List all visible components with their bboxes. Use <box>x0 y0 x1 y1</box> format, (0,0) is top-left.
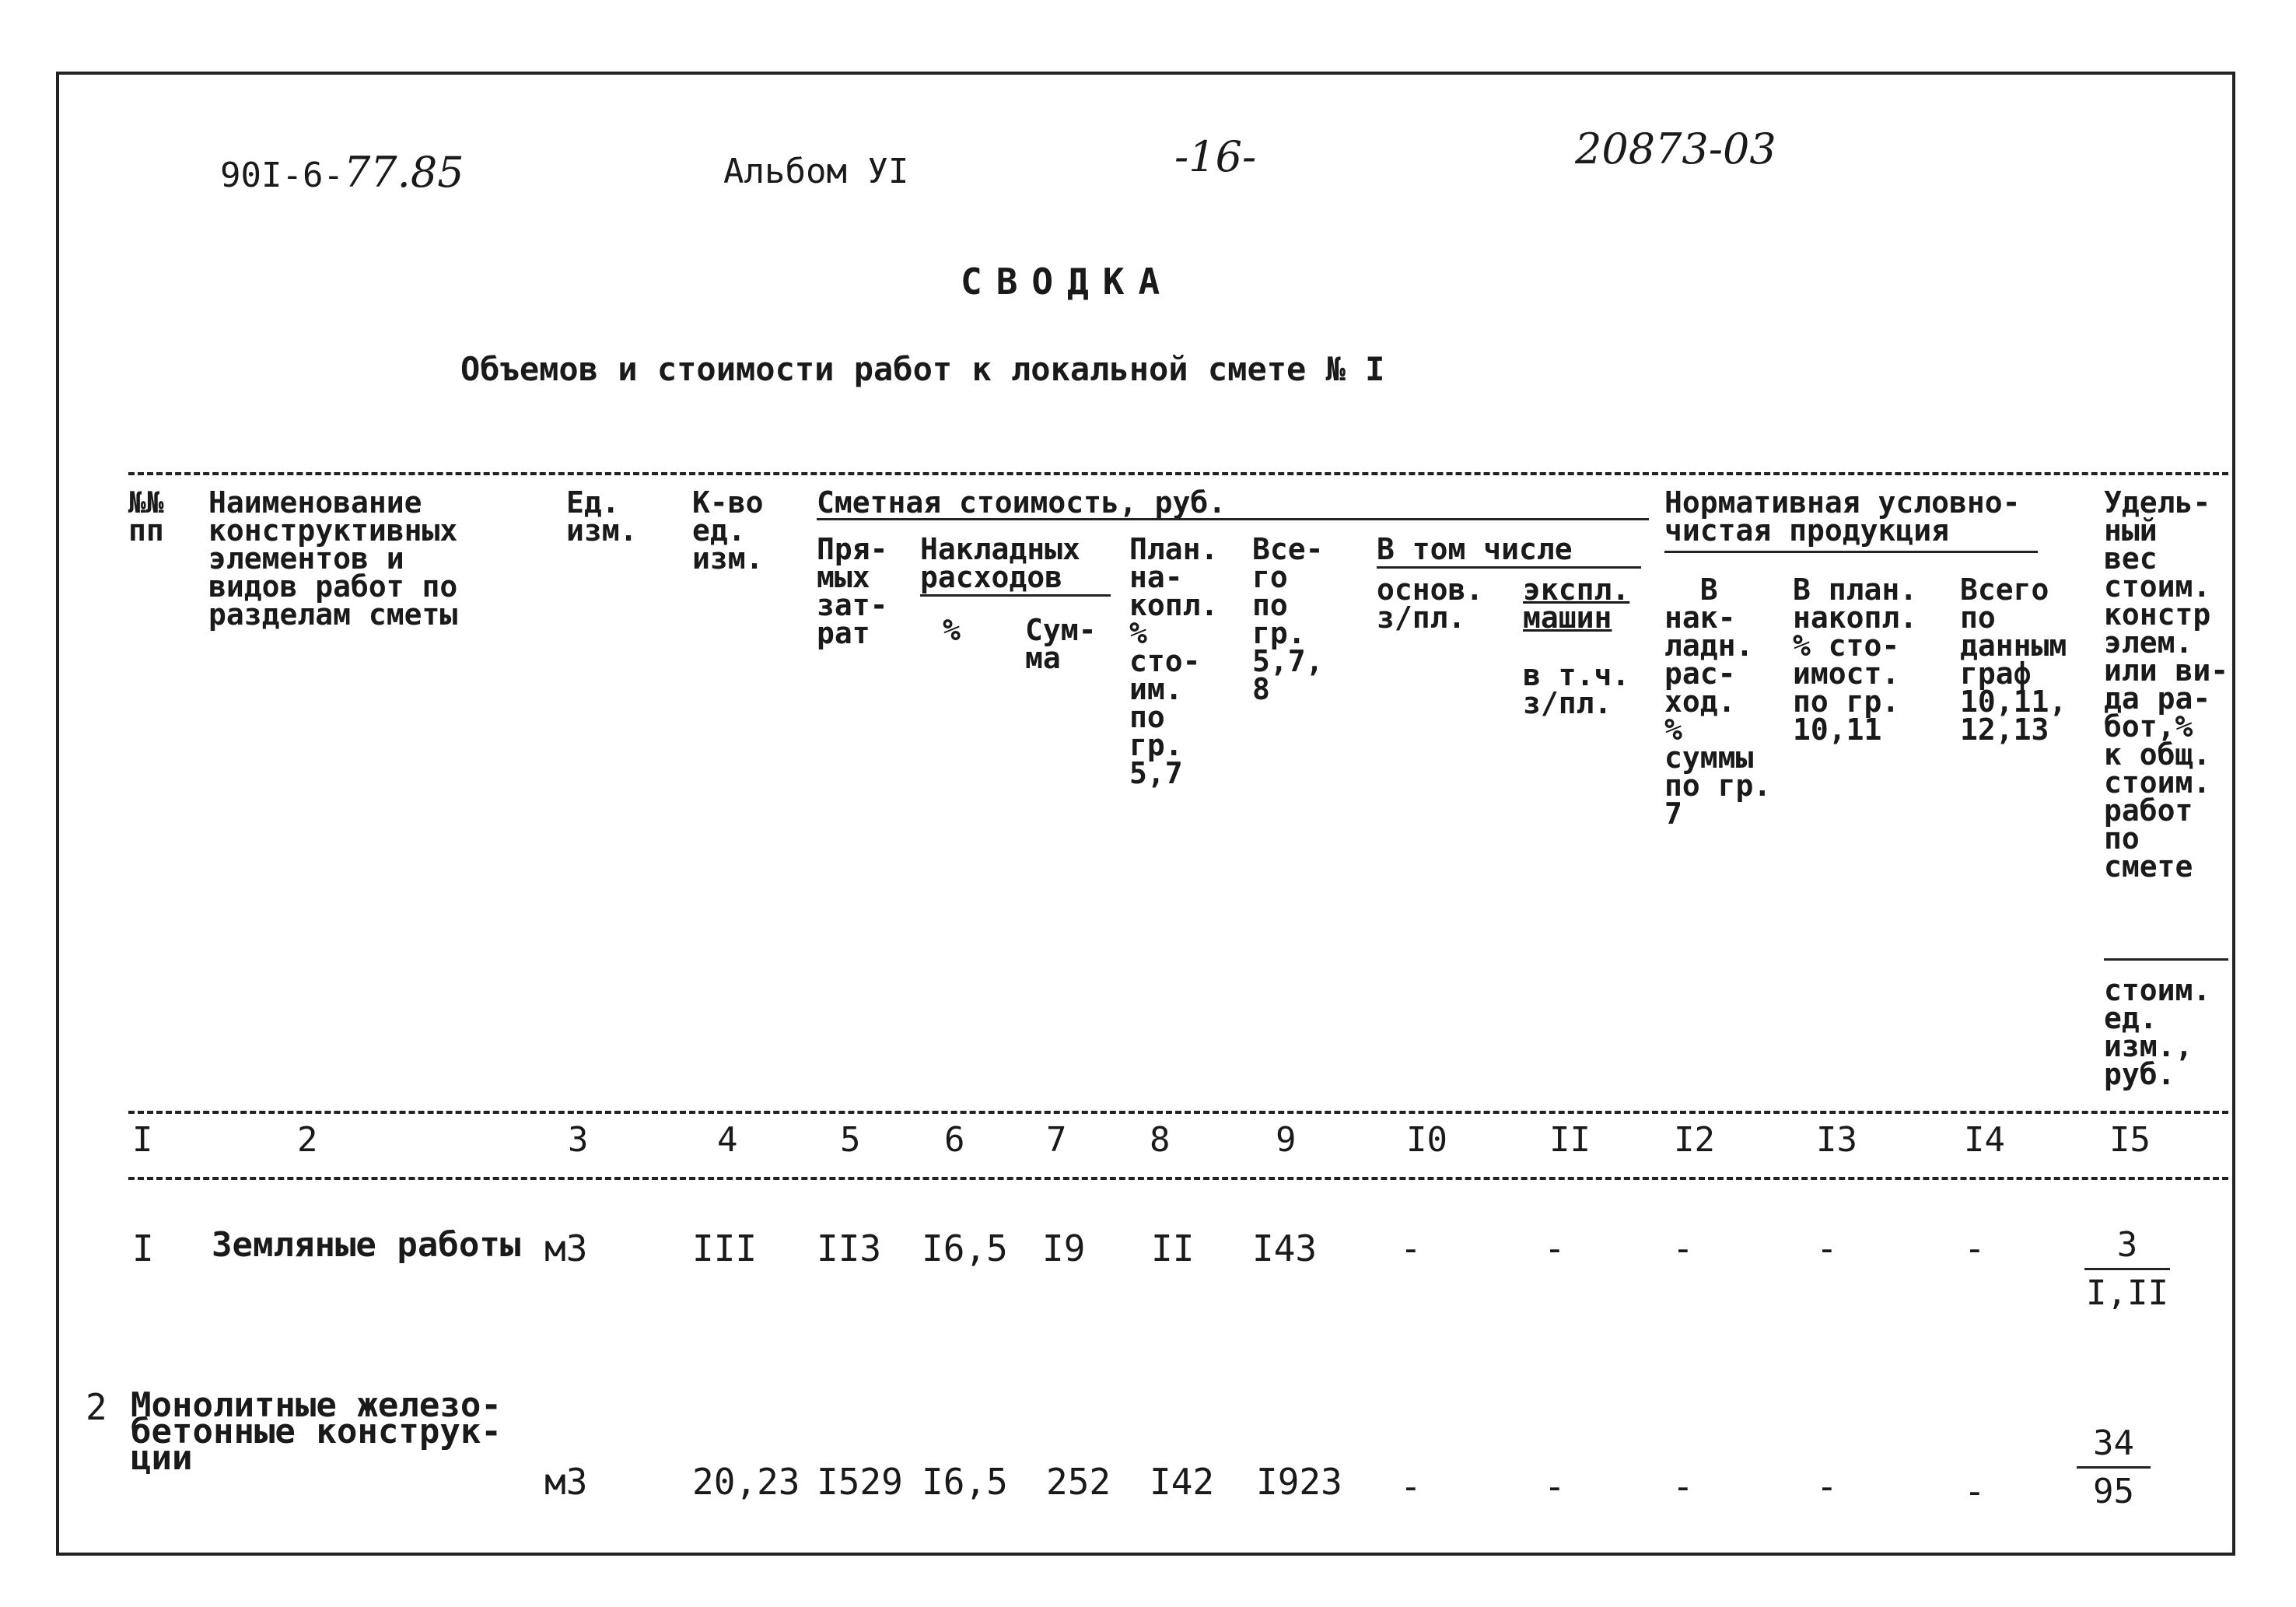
col-header-base-salary: основ. з/пл. <box>1377 572 1484 635</box>
col-number: 7 <box>1046 1120 1067 1160</box>
row-machinery: - <box>1544 1227 1566 1269</box>
row-total-by-columns: - <box>1964 1227 1986 1269</box>
col-number: 4 <box>717 1120 738 1160</box>
col-header-overhead-sum: Сум- ма <box>1025 613 1097 675</box>
row-base-salary: - <box>1400 1465 1422 1507</box>
group-header-overhead: Накладных расходов <box>920 532 1080 594</box>
col-header-number: №№ пп <box>128 485 164 548</box>
group-header-including: В том числе <box>1377 532 1573 566</box>
row-unit-cost: 95 <box>2093 1472 2134 1511</box>
row-overhead-sum: 252 <box>1046 1461 1111 1503</box>
col-header-unit-cost: стоим. ед. изм., руб. <box>2104 973 2211 1091</box>
col-header-planned-savings: План. на- копл. % сто- им. по гр. 5,7 <box>1129 532 1219 790</box>
col-number: I3 <box>1816 1120 1857 1160</box>
group-rule-overhead <box>920 594 1111 597</box>
col-number: 5 <box>840 1120 861 1160</box>
row-unit-cost: I,II <box>2086 1273 2168 1313</box>
doc-code-handwritten: 77.85 <box>343 148 464 197</box>
row-planned-share: - <box>1816 1465 1838 1507</box>
row-total: I43 <box>1252 1227 1318 1269</box>
row-base-salary: - <box>1400 1227 1422 1269</box>
row-name: Монолитные железо- бетонные конструк- ции <box>131 1385 502 1478</box>
col-numbers-bottom-rule <box>128 1177 2228 1180</box>
row-overhead-pct: I6,5 <box>922 1461 1008 1503</box>
page-subtitle: Объемов и стоимости работ к локальной смете № I <box>460 350 1385 388</box>
row-overhead-sum: I9 <box>1042 1227 1086 1269</box>
doc-number: 20873-03 <box>1575 124 1776 173</box>
col-number: 3 <box>568 1120 589 1160</box>
row-direct-costs: I529 <box>817 1461 903 1503</box>
fraction-bar <box>2084 1268 2170 1270</box>
row-quantity: 20,23 <box>692 1461 800 1503</box>
row-name: Земляные работы <box>212 1225 521 1265</box>
row-share-pct: 3 <box>2116 1225 2138 1265</box>
row-machinery: - <box>1544 1465 1566 1507</box>
group-header-estimated-cost: Сметная стоимость, руб. <box>817 485 1227 520</box>
col-header-overhead-pct: % <box>943 613 961 647</box>
row-overhead-share: - <box>1672 1227 1694 1269</box>
row-number: I <box>132 1227 154 1269</box>
col-header-specific-weight: Удель- ный вес стоим. констр элем. или ви- да ра- бот,% к общ. стоим. работ по смете <box>2104 485 2229 884</box>
row-total-by-columns: - <box>1964 1470 1986 1512</box>
col-header-machinery-salary: в т.ч. з/пл. <box>1523 658 1630 720</box>
col-number: 8 <box>1150 1120 1171 1160</box>
col-number: 2 <box>297 1120 318 1160</box>
row-unit: м3 <box>544 1227 588 1269</box>
group-rule-including <box>1377 566 1641 569</box>
row-planned-share: - <box>1816 1227 1838 1269</box>
col-header-machinery: экспл. машин <box>1523 572 1630 635</box>
row-number: 2 <box>86 1386 107 1428</box>
col-number: I0 <box>1406 1120 1447 1160</box>
col-number: 9 <box>1276 1120 1297 1160</box>
row-direct-costs: II3 <box>817 1227 882 1269</box>
album-label: Альбом УI <box>723 152 909 191</box>
row-share-fraction <box>2084 1225 2170 1313</box>
group-rule-cost <box>817 518 1649 520</box>
col-header-planned-share: В план. накопл. % сто- имост. по гр. 10,11 <box>1793 572 1918 747</box>
page-number: -16- <box>1174 132 1257 181</box>
row-planned-savings: I42 <box>1150 1461 1215 1503</box>
col-number: I5 <box>2109 1120 2151 1160</box>
col-header-total: Все- го по гр. 5,7, 8 <box>1252 532 1324 706</box>
row-quantity: III <box>692 1227 758 1269</box>
col-number: I4 <box>1964 1120 2005 1160</box>
group-rule-normative <box>1664 551 2038 553</box>
col-header-unit: Ед. изм. <box>566 485 638 548</box>
col-number: 6 <box>944 1120 965 1160</box>
col-header-direct-costs: Пря- мых зат- рат <box>817 532 888 650</box>
page-title: СВОДКА <box>961 261 1174 303</box>
doc-code <box>220 148 464 197</box>
col-number: I2 <box>1674 1120 1715 1160</box>
col-number: I <box>132 1120 153 1160</box>
doc-code-prefix: 90I-6- <box>220 156 344 195</box>
row-planned-savings: II <box>1151 1227 1195 1269</box>
fraction-bar <box>2077 1466 2151 1469</box>
col-header-total-by-columns: Всего по данным граф 10,11, 12,13 <box>1960 572 2067 747</box>
row-share-fraction <box>2077 1423 2151 1511</box>
row-share-pct: 34 <box>2093 1423 2134 1463</box>
col-header-name: Наименование конструктивных элементов и видов работ по разделам сметы <box>208 485 458 632</box>
row-unit: м3 <box>544 1461 588 1503</box>
row-overhead-share: - <box>1672 1465 1694 1507</box>
group-header-normative-production: Нормативная условно- чистая продукция <box>1664 485 2021 548</box>
group-rule-weight <box>2104 958 2228 961</box>
row-total: I923 <box>1256 1461 1342 1503</box>
table-top-rule <box>128 472 2228 475</box>
col-header-overhead-share: В нак- ладн. рас- ход. % суммы по гр. 7 <box>1664 572 1772 831</box>
header-bottom-rule <box>128 1111 2228 1114</box>
col-number: II <box>1549 1120 1591 1160</box>
col-header-quantity: К-во ед. изм. <box>692 485 764 576</box>
row-overhead-pct: I6,5 <box>922 1227 1008 1269</box>
